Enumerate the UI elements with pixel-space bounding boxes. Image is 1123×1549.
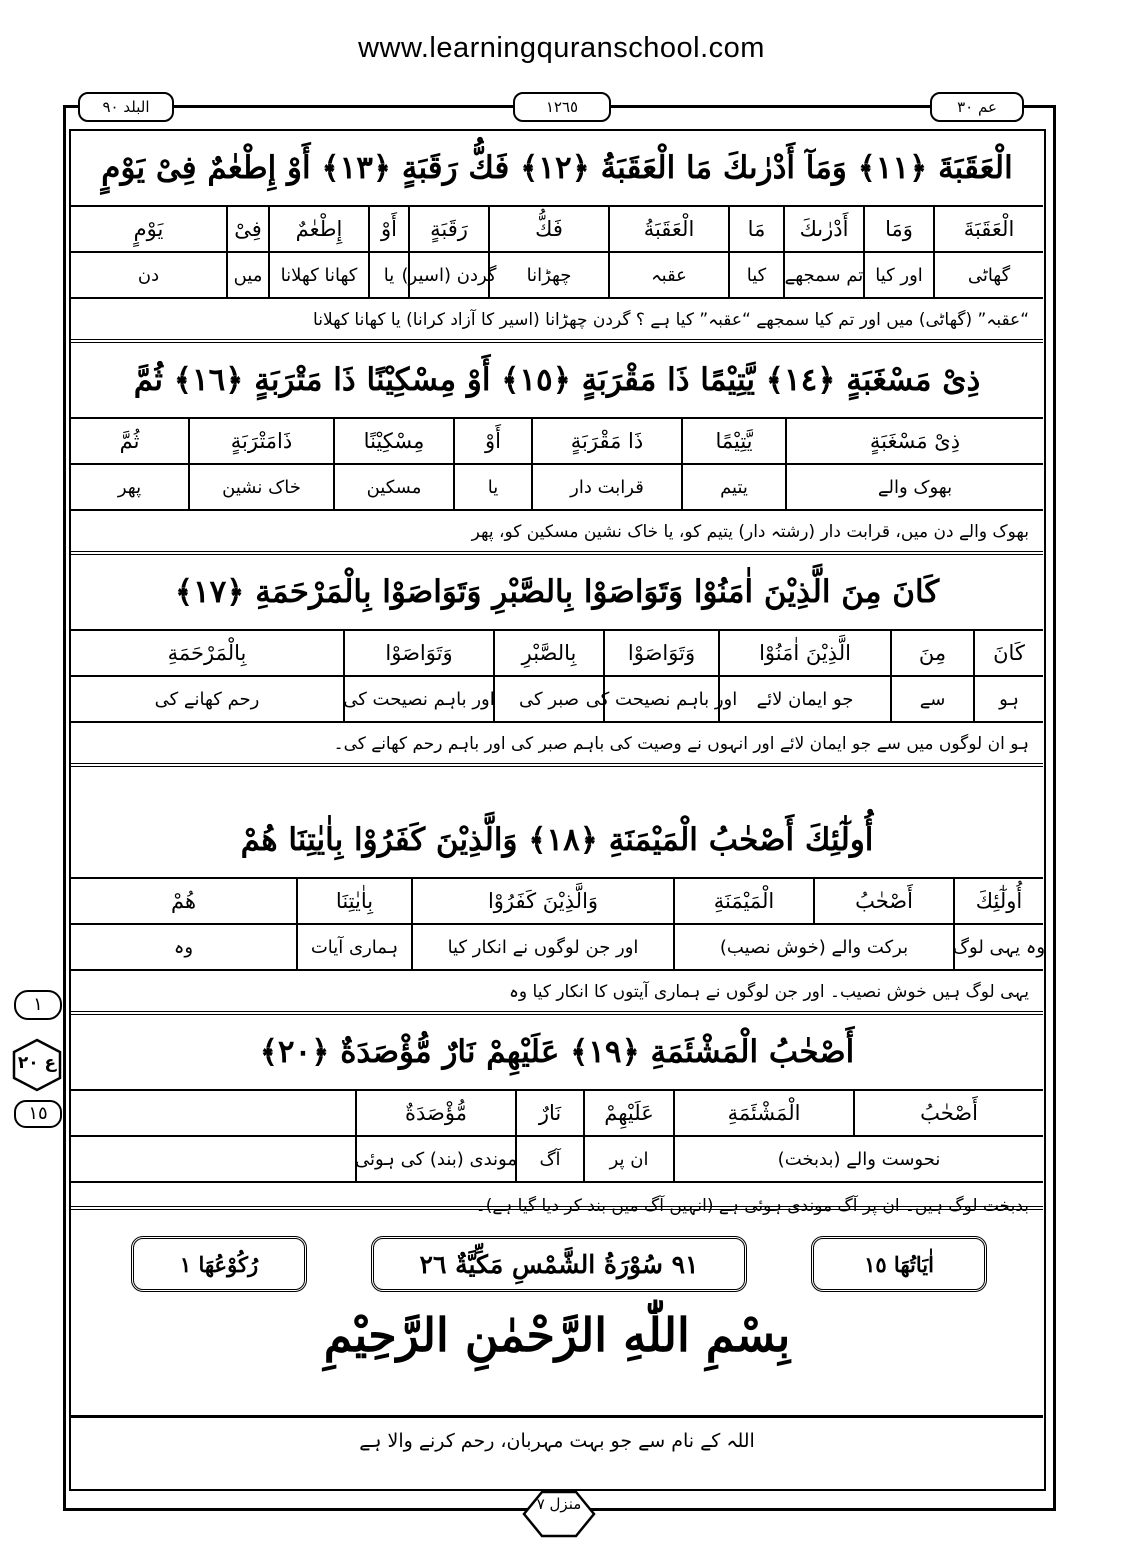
word-cell: مِسْكِيْنًا [333, 419, 453, 463]
word-cell: وَتَوَاصَوْا [343, 631, 493, 675]
manzil-marker: منزل ٧ [536, 1495, 582, 1513]
word-cell: هُمْ [170, 889, 197, 913]
word-row [71, 419, 1043, 465]
word-cell: رَقَبَةٍ [408, 207, 488, 251]
meaning-cell: پھر [117, 476, 142, 498]
verse-section-4 [71, 803, 1046, 1015]
bismillah: بِسْمِ اللّٰهِ الرَّحْمٰنِ الرَّحِيْمِ [323, 1308, 791, 1362]
meaning-cell: گھاٹی [933, 253, 1043, 297]
word-cell: مَا [728, 207, 783, 251]
meaning-cell: ان پر [583, 1137, 673, 1181]
verse-section-3 [71, 555, 1043, 767]
surah-name-tab: البلد ٩٠ [78, 92, 174, 122]
word-cell: الْمَيْمَنَةِ [673, 879, 813, 923]
word-cell: أَصْحٰبُ [813, 879, 953, 923]
meaning-cell: آگ [515, 1137, 583, 1181]
ayat-count-cartouche: اٰيَاتُهَا ١٥ [811, 1236, 987, 1292]
meaning-cell: اور کیا [863, 253, 933, 297]
word-cell: الْعَقَبَةَ [933, 207, 1043, 251]
arabic-verse: أَصْحٰبُ الْمَشْئَمَةِ ﴿١٩﴾ عَلَيْهِمْ نَارٌ مُّؤْصَدَةٌ ﴿٢٠﴾ [71, 1015, 1043, 1091]
meaning-cell: گردن (اسیر) [408, 253, 488, 297]
meaning-row [71, 465, 1043, 511]
meaning-cell: قرابت دار [531, 465, 681, 509]
arabic-verse: ذِىْ مَسْغَبَةٍ ﴿١٤﴾ يَّتِيْمًا ذَا مَقْرَبَةٍ ﴿١٥﴾ أَوْ مِسْكِيْنًا ذَا مَتْرَبَةٍ ﴿١٦﴾ ثُمَّ [71, 343, 1043, 419]
meaning-cell: اور باہم نصیحت کی [603, 677, 718, 721]
word-cell: الْعَقَبَةُ [608, 207, 728, 251]
word-cell: ذِىْ مَسْغَبَةٍ [785, 419, 1043, 463]
word-cell: يَّتِيْمًا [681, 419, 785, 463]
site-url: www.learningquranschool.com [358, 32, 765, 64]
meaning-row [71, 1137, 1043, 1183]
page-number: ١٢٦٥ [513, 92, 611, 122]
arabic-verse: كَانَ مِنَ الَّذِيْنَ اٰمَنُوْا وَتَوَاصَوْا بِالصَّبْرِ وَتَوَاصَوْا بِالْمَرْحَمَةِ ﴿١٧﴾ [71, 555, 1043, 631]
meaning-cell: صبر کی [493, 677, 603, 721]
translation-line: یہی لوگ ہیں خوش نصیب۔ اور جن لوگوں نے ہماری آیتوں کا انکار کیا وہ [71, 971, 1043, 1015]
arabic-verse: الْعَقَبَةَ ﴿١١﴾ وَمَآ أَدْرٰىكَ مَا الْعَقَبَةُ ﴿١٢﴾ فَكُّ رَقَبَةٍ ﴿١٣﴾ أَوْ إِطْعٰمٌ فِىْ يَوْمٍ [71, 131, 1043, 207]
side-marker-top: ١ [14, 990, 62, 1020]
word-row [71, 631, 1043, 677]
empty-cell [71, 1091, 355, 1135]
meaning-cell: موندی (بند) کی ہوئی [355, 1137, 515, 1181]
bismillah-translation: اللہ کے نام سے جو بہت مہربان، رحم کرنے والا ہے [359, 1430, 755, 1452]
empty-cell [71, 1137, 355, 1181]
word-cell: ذَا مَقْرَبَةٍ [531, 419, 681, 463]
meaning-cell: وہ یہی لوگ [953, 925, 1043, 969]
surah-title-cartouche: ٩١ سُوْرَةُ الشَّمْسِ مَكِّيَّةٌ ٢٦ [371, 1236, 747, 1292]
meaning-row [71, 677, 1043, 723]
side-marker-bottom: ١٥ [14, 1100, 62, 1128]
meaning-cell: خاک نشین [188, 465, 333, 509]
word-cell: عَلَيْهِمْ [583, 1091, 673, 1135]
word-cell: بِالصَّبْرِ [493, 631, 603, 675]
translation-line: “عقبہ” (گھاٹی) میں اور تم کیا سمجھے “عقبہ” کیا ہے ؟ گردن چھڑانا (اسیر کا آزاد کرانا) یا کھانا کھلانا [71, 299, 1043, 343]
meaning-cell: برکت والے (خوش نصیب) [673, 925, 953, 969]
ruku-marker: ع ٢٠ [17, 1053, 57, 1073]
meaning-cell: یا [453, 465, 531, 509]
meaning-cell: مسکین [333, 465, 453, 509]
meaning-cell: ہو [973, 677, 1043, 721]
word-row [71, 879, 1043, 925]
word-cell: الْمَشْئَمَةِ [673, 1091, 853, 1135]
word-cell: بِالْمَرْحَمَةِ [167, 641, 247, 665]
word-cell: ثُمَّ [119, 429, 140, 453]
meaning-cell: اور باہم نصیحت کی [343, 677, 493, 721]
surah-header-area [71, 1206, 1043, 1418]
word-cell: مِنَ [890, 631, 973, 675]
juz-tab: عم ٣٠ [930, 92, 1024, 122]
word-cell: أَوْ [453, 419, 531, 463]
word-cell: بِاٰيٰتِنَا [296, 879, 411, 923]
meaning-cell: یا [368, 253, 408, 297]
meaning-cell: رحم کھانے کی [154, 688, 260, 710]
meaning-row [71, 253, 1043, 299]
verse-section-1 [71, 131, 1043, 343]
verse-section-2 [71, 343, 1043, 555]
meaning-row [71, 925, 1046, 971]
word-cell: فِىْ [226, 207, 268, 251]
meaning-cell: اور جن لوگوں نے انکار کیا [411, 925, 673, 969]
word-cell: وَتَوَاصَوْا [603, 631, 718, 675]
meaning-cell: دن [137, 264, 160, 286]
translation-line: بھوک والے دن میں، قرابت دار (رشتہ دار) یتیم کو، یا خاک نشین مسکین کو، پھر [71, 511, 1043, 555]
word-cell: يَوْمٍ [133, 217, 164, 241]
word-cell: نَارٌ [515, 1091, 583, 1135]
word-cell: أُولٰٓئِكَ [953, 879, 1043, 923]
meaning-cell: ہماری آیات [296, 925, 411, 969]
word-cell: أَدْرٰىكَ [783, 207, 863, 251]
word-row [71, 207, 1043, 253]
meaning-cell: کھانا کھلانا [268, 253, 368, 297]
ruku-count-cartouche: رُكُوْعُهَا ١ [131, 1236, 307, 1292]
meaning-cell: چھڑانا [488, 253, 608, 297]
word-cell: كَانَ [973, 631, 1043, 675]
meaning-cell: تم سمجھے [783, 253, 863, 297]
meaning-cell: یتیم [681, 465, 785, 509]
translation-line: ہو ان لوگوں میں سے جو ایمان لائے اور انہوں نے وصیت کی باہم صبر کی اور باہم رحم کھانے کی۔ [71, 723, 1043, 767]
word-cell: أَوْ [368, 207, 408, 251]
meaning-cell: نحوست والے (بدبخت) [673, 1137, 1043, 1181]
meaning-cell: بھوک والے [785, 465, 1043, 509]
word-row [71, 1091, 1043, 1137]
translation-line: بدبخت لوگ ہیں۔ ان پر آگ موندی ہوئی ہے (انہیں آگ میں بند کر دیا گیا ہے)۔ [475, 1195, 1029, 1216]
word-cell: مُّؤْصَدَةٌ [355, 1091, 515, 1135]
meaning-cell: عقبہ [608, 253, 728, 297]
word-cell: فَكُّ [488, 207, 608, 251]
meaning-cell: جو ایمان لائے [718, 677, 890, 721]
word-cell: وَالَّذِيْنَ كَفَرُوْا [411, 879, 673, 923]
arabic-verse: أُولٰٓئِكَ أَصْحٰبُ الْمَيْمَنَةِ ﴿١٨﴾ وَالَّذِيْنَ كَفَرُوْا بِاٰيٰتِنَا هُمْ [71, 803, 1043, 879]
word-cell: الَّذِيْنَ اٰمَنُوْا [718, 631, 890, 675]
meaning-cell: وہ [173, 936, 194, 958]
verse-section-5 [71, 1015, 1043, 1227]
word-cell: أَصْحٰبُ [853, 1091, 1043, 1135]
word-cell: إِطْعٰمٌ [268, 207, 368, 251]
meaning-cell: میں [226, 253, 268, 297]
meaning-cell: سے [890, 677, 973, 721]
word-cell: ذَامَتْرَبَةٍ [188, 419, 333, 463]
word-cell: وَمَا [863, 207, 933, 251]
meaning-cell: کیا [728, 253, 783, 297]
